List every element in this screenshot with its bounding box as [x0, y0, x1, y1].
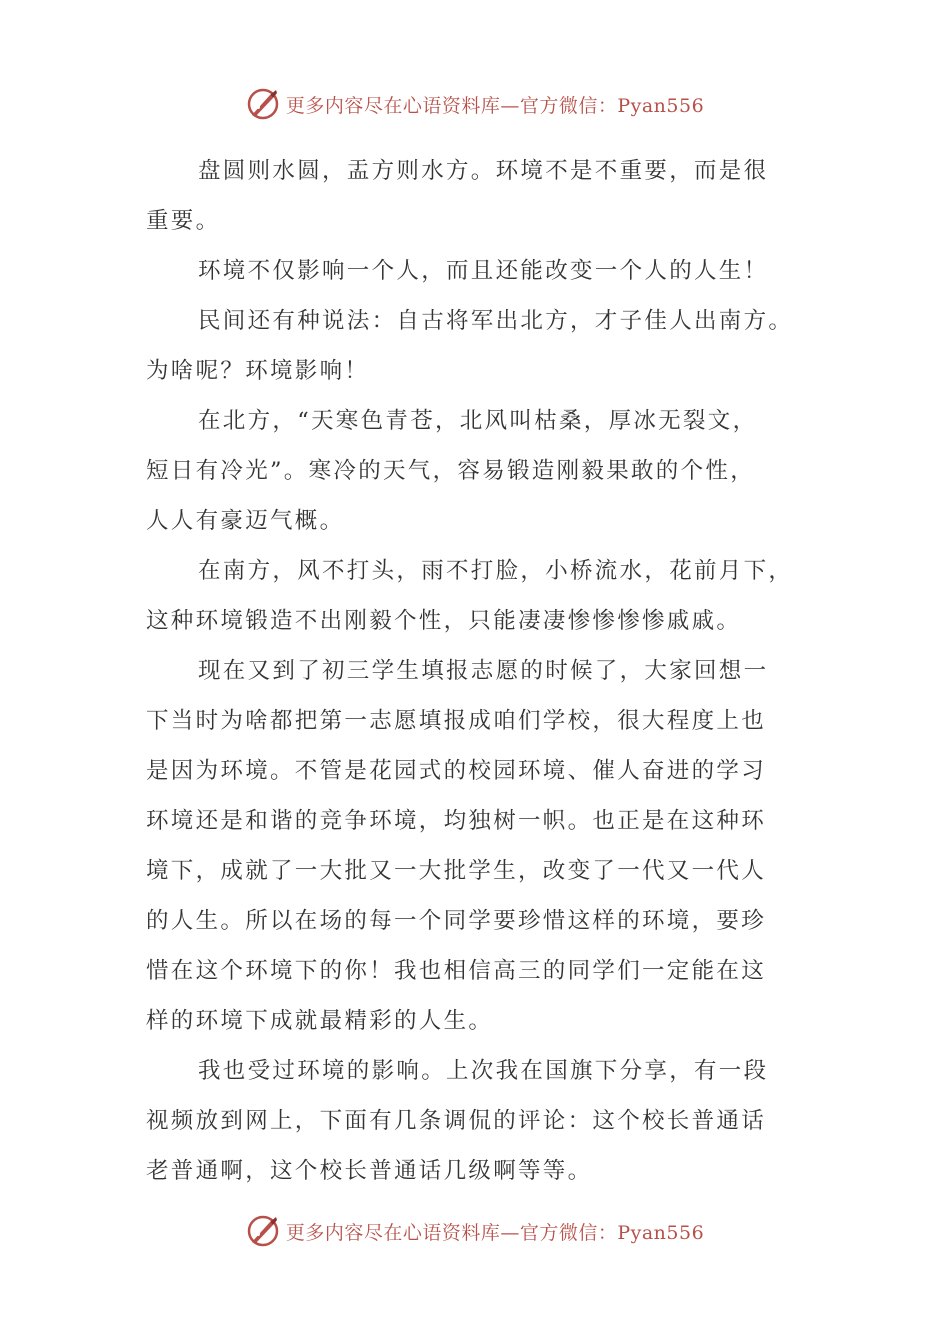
text-line: 下当时为啥都把第一志愿填报成咱们学校，很大程度上也 [146, 708, 767, 734]
footer-banner [0, 1211, 950, 1251]
text-line: 环境不仅影响一个人，而且还能改变一个人的人生！ [198, 258, 769, 284]
text-line: 是因为环境。不管是花园式的校园环境、催人奋进的学习 [146, 758, 767, 784]
banner-text: 更多内容尽在心语资料库—官方微信：Pyan556 [285, 94, 705, 117]
text-line: 老普通啊，这个校长普通话几级啊等等。 [146, 1158, 593, 1184]
text-line: 盘圆则水圆，盂方则水方。环境不是不重要，而是很 [198, 158, 769, 184]
text-line: 人人有豪迈气概。 [146, 508, 345, 534]
text-line: 为啥呢？环境影响！ [146, 358, 370, 384]
quill-seal-icon [246, 1214, 280, 1248]
text-line: 环境还是和谐的竞争环境，均独树一帜。也正是在这种环 [146, 808, 767, 834]
text-line: 我也受过环境的影响。上次我在国旗下分享，有一段 [198, 1058, 769, 1084]
wechat-id: Pyan556 [617, 1221, 705, 1244]
text-line: 视频放到网上，下面有几条调侃的评论：这个校长普通话 [146, 1108, 767, 1134]
banner-text: 更多内容尽在心语资料库—官方微信：Pyan556 [285, 1221, 705, 1244]
text-line: 现在又到了初三学生填报志愿的时候了，大家回想一 [198, 658, 769, 684]
text-line: 惜在这个环境下的你！我也相信高三的同学们一定能在这 [146, 958, 767, 984]
text-line: 样的环境下成就最精彩的人生。 [146, 1008, 494, 1034]
text-line: 短日有冷光”。寒冷的天气，容易锻造刚毅果敢的个性， [146, 458, 756, 484]
text-line: 的人生。所以在场的每一个同学要珍惜这样的环境，要珍 [146, 908, 767, 934]
wechat-id: Pyan556 [617, 94, 705, 117]
text-line: 这种环境锻造不出刚毅个性，只能凄凄惨惨惨惨戚戚。 [146, 608, 742, 634]
text-line: 重要。 [146, 208, 221, 234]
header-banner [0, 84, 950, 124]
text-line: 在南方，风不打头，雨不打脸，小桥流水，花前月下， [198, 558, 794, 584]
text-line: 民间还有种说法：自古将军出北方，才子佳人出南方。 [198, 308, 794, 334]
quill-seal-icon [246, 87, 280, 121]
body-text [146, 146, 806, 1196]
text-line: 在北方，“天寒色青苍，北风叫枯桑，厚冰无裂文， [198, 408, 758, 434]
text-line: 境下，成就了一大批又一大批学生，改变了一代又一代人 [146, 858, 767, 884]
